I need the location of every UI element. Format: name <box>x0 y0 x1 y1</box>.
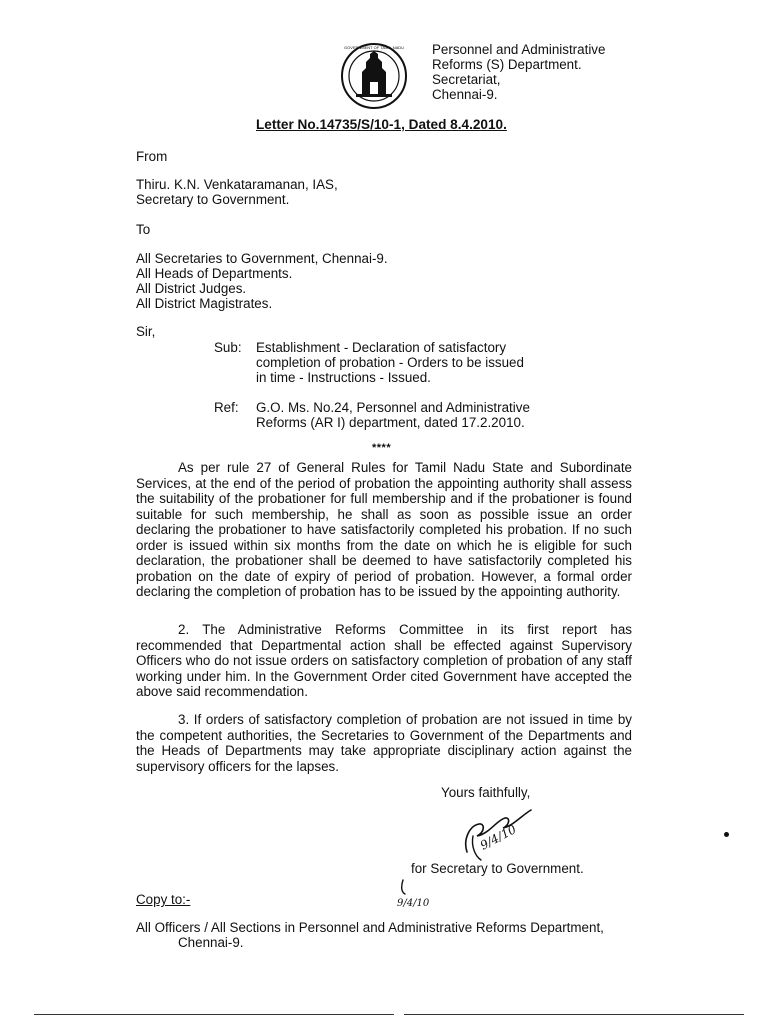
recipient-line: All Secretaries to Government, Chennai-9. <box>136 251 388 266</box>
department-line: Chennai-9. <box>432 87 498 102</box>
paragraph-text: 2. The Administrative Reforms Committee in its first report has recommended that Departmental action shall be effected against Supervisory Officers who do not issue orders on satisfactory completion of probation of any staff working under him. In the Government Order cited Government have accepted the above said recommendation. <box>136 622 632 699</box>
separator-stars: **** <box>372 442 392 454</box>
sender-name: Thiru. K.N. Venkataramanan, IAS, <box>136 177 338 192</box>
bottom-rule <box>34 1014 394 1015</box>
scan-speck <box>724 832 729 837</box>
copy-to-label: Copy to:- <box>136 892 191 907</box>
reference-line: G.O. Ms. No.24, Personnel and Administrative <box>256 400 530 415</box>
initials-mark <box>393 876 443 912</box>
svg-text:GOVERNMENT OF TAMIL NADU: GOVERNMENT OF TAMIL NADU <box>343 45 405 50</box>
subject-line: completion of probation - Orders to be issued <box>256 355 524 370</box>
subject-line: Establishment - Declaration of satisfactory <box>256 340 507 355</box>
paragraph-2 <box>136 622 632 700</box>
department-line: Reforms (S) Department. <box>432 57 582 72</box>
reference-label: Ref: <box>214 400 239 415</box>
signature-date: 9/4/10 <box>477 822 519 853</box>
signatory-line: for Secretary to Government. <box>411 861 584 876</box>
bottom-rule <box>404 1014 744 1015</box>
from-label: From <box>136 149 168 164</box>
tamil-nadu-emblem-icon <box>340 42 408 110</box>
reference-line: Reforms (AR I) department, dated 17.2.2010. <box>256 415 525 430</box>
paragraph-3 <box>136 712 632 774</box>
initials-date: 9/4/10 <box>397 898 430 909</box>
subject-label: Sub: <box>214 340 242 355</box>
recipient-line: All District Judges. <box>136 281 247 296</box>
recipient-line: All Heads of Departments. <box>136 266 293 281</box>
closing: Yours faithfully, <box>441 785 531 800</box>
sender-designation: Secretary to Government. <box>136 192 290 207</box>
letter-heading: Letter No.14735/S/10-1, Dated 8.4.2010. <box>256 117 507 132</box>
salutation: Sir, <box>136 324 156 339</box>
signature-mark <box>455 806 535 864</box>
paragraph-text: 3. If orders of satisfactory completion of probation are not issued in time by the competent authorities, the Secretaries to Government of the Departments and the Heads of Departments may take appropriate disciplinary action against the supervisory officers for the lapses. <box>136 712 632 774</box>
recipient-line: All District Magistrates. <box>136 296 273 311</box>
department-line: Personnel and Administrative <box>432 42 606 57</box>
paragraph-1 <box>136 460 632 600</box>
department-line: Secretariat, <box>432 72 501 87</box>
subject-line: in time - Instructions - Issued. <box>256 370 431 385</box>
copy-to-line: All Officers / All Sections in Personnel and Administrative Reforms Department, <box>136 920 604 935</box>
to-label: To <box>136 222 151 237</box>
paragraph-text: As per rule 27 of General Rules for Tamil Nadu State and Subordinate Services, at the end of the period of probation the appointing authority shall assess the suitability of the probationer for full membership and if the probationer is found suitable for such membership, he shall as soon as possible issue an order declaring the probationer to have satisfactorily completed his probation. If no such order is issued within six months from the date on which he is eligible for such declaration, the probationer shall be deemed to have satisfactorily completed his probation on the date of expiry of period of probation. However, a formal order declaring the completion of probation has to be issued by the appointing authority. <box>136 460 632 599</box>
copy-to-line: Chennai-9. <box>178 935 244 950</box>
